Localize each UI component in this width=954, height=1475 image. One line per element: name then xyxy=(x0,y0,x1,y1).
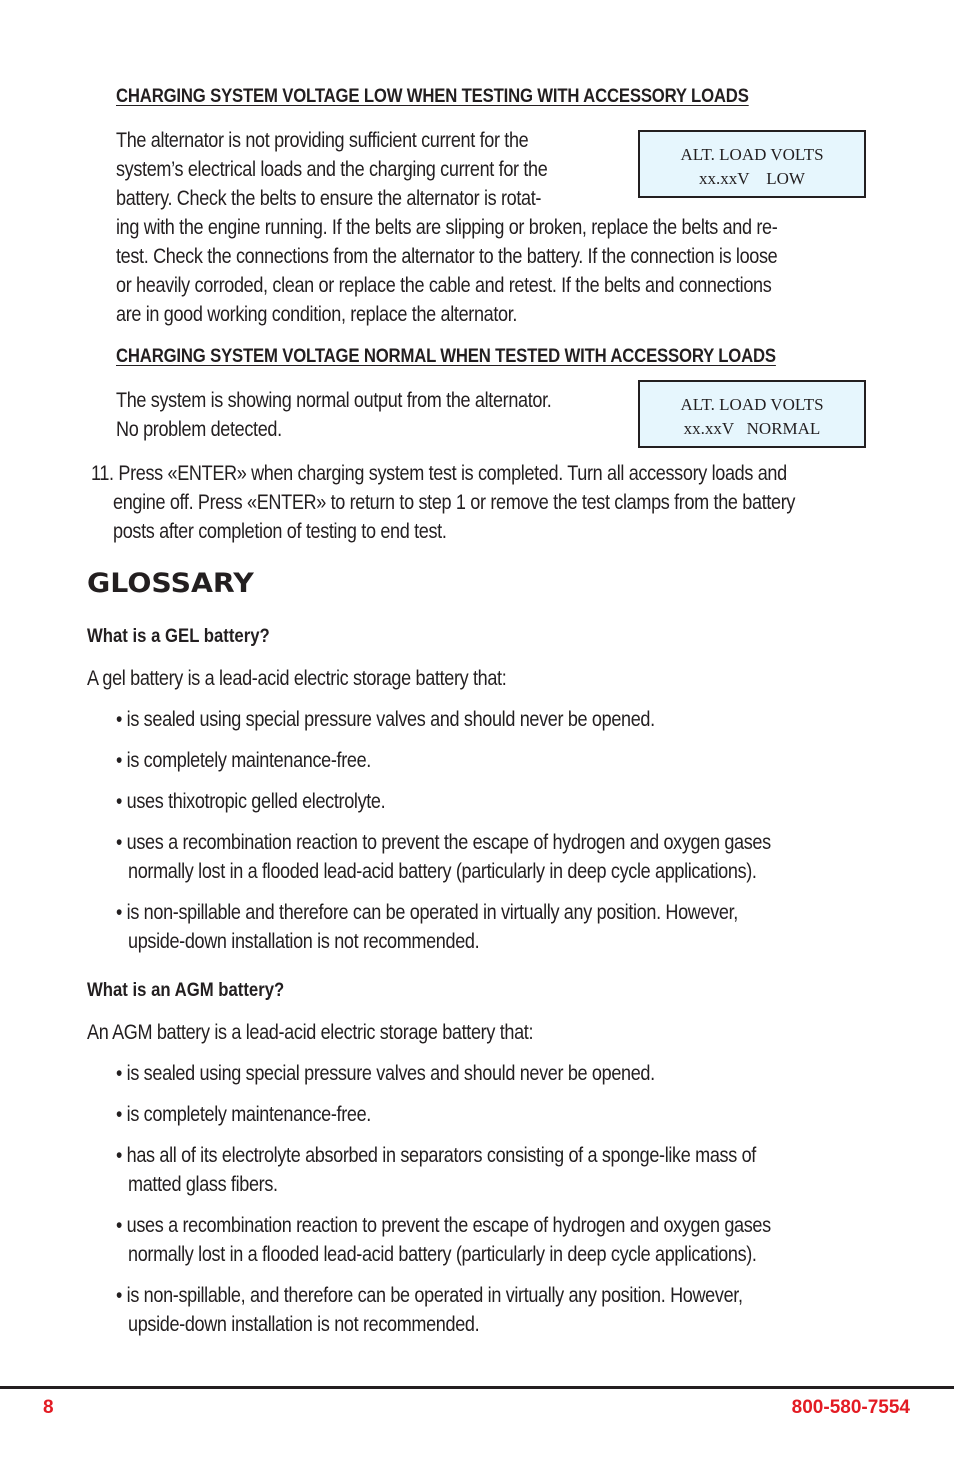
text-line: system’s electrical loads and the charging current for the xyxy=(116,158,548,181)
text-line: No problem detected. xyxy=(116,418,282,441)
section-heading-voltage-normal: CHARGING SYSTEM VOLTAGE NORMAL WHEN TESTED WITH ACCESSORY LOADS xyxy=(116,346,776,367)
intro-text: A gel battery is a lead-acid electric storage battery that: xyxy=(87,667,507,690)
step-11 xyxy=(91,459,867,546)
text-line: battery. Check the belts to ensure the alternator is rotat- xyxy=(116,187,542,210)
bullet-text: • is non-spillable, and therefore can be operated in virtually any position. However, xyxy=(116,1284,743,1307)
display-line-2: xx.xxV LOW xyxy=(699,169,805,188)
bullet-text: • is completely maintenance-free. xyxy=(116,1103,371,1126)
list-item xyxy=(116,746,867,775)
text-line: posts after completion of testing to end test. xyxy=(113,520,447,543)
bullet-text: upside-down installation is not recommended. xyxy=(128,930,480,953)
text-line: or heavily corroded, clean or replace the cable and retest. If the belts and connections xyxy=(116,274,772,297)
bullet-text: • is completely maintenance-free. xyxy=(116,749,371,772)
glossary-title: GLOSSARY xyxy=(87,568,254,599)
list-item xyxy=(116,828,867,886)
paragraph-voltage-normal xyxy=(116,386,867,444)
list-item xyxy=(116,1100,867,1129)
bullet-text: • uses a recombination reaction to prevent the escape of hydrogen and oxygen gases xyxy=(116,1214,771,1237)
intro-agm xyxy=(87,1018,606,1047)
text-line: are in good working condition, replace the alternator. xyxy=(116,303,518,326)
bullet-text: • is non-spillable and therefore can be operated in virtually any position. However, xyxy=(116,901,738,924)
bullet-text: normally lost in a flooded lead-acid battery (particularly in deep cycle applications). xyxy=(128,860,757,883)
question-agm: What is an AGM battery? xyxy=(87,980,285,1001)
paragraph-voltage-low xyxy=(116,126,867,329)
bullet-text: upside-down installation is not recommended. xyxy=(128,1313,480,1336)
text-line: ing with the engine running. If the belts are slipping or broken, replace the belts and re- xyxy=(116,216,778,239)
bullet-text: • uses thixotropic gelled electrolyte. xyxy=(116,790,386,813)
text-line: engine off. Press «ENTER» to return to step 1 or remove the test clamps from the battery xyxy=(113,491,796,514)
list-item xyxy=(116,1281,867,1339)
list-item xyxy=(116,1141,867,1199)
intro-text: An AGM battery is a lead-acid electric storage battery that: xyxy=(87,1021,534,1044)
text-line: 11. Press «ENTER» when charging system test is completed. Turn all accessory loads and xyxy=(91,462,787,485)
bullet-text: • has all of its electrolyte absorbed in separators consisting of a sponge-like mass of xyxy=(116,1144,756,1167)
list-item xyxy=(116,898,867,956)
page-number: 8 xyxy=(43,1397,54,1418)
list-item xyxy=(116,1059,867,1088)
intro-gel xyxy=(87,664,575,693)
bullet-text: normally lost in a flooded lead-acid battery (particularly in deep cycle applications). xyxy=(128,1243,757,1266)
bullet-text: • uses a recombination reaction to prevent the escape of hydrogen and oxygen gases xyxy=(116,831,771,854)
bullet-text: matted glass fibers. xyxy=(128,1173,278,1196)
bullet-text: • is sealed using special pressure valves and should never be opened. xyxy=(116,1062,655,1085)
bullet-text: • is sealed using special pressure valves and should never be opened. xyxy=(116,708,655,731)
text-line: The alternator is not providing sufficient current for the xyxy=(116,129,529,152)
list-item xyxy=(116,1211,867,1269)
list-item xyxy=(116,787,867,816)
list-item xyxy=(116,705,867,734)
display-line-1: ALT. LOAD VOLTS xyxy=(680,145,824,164)
display-line-2: xx.xxV NORMAL xyxy=(683,419,821,438)
text-line: test. Check the connections from the alternator to the battery. If the connection is loose xyxy=(116,245,778,268)
question-gel: What is a GEL battery? xyxy=(87,626,270,647)
footer-divider xyxy=(0,1386,954,1389)
display-line-1: ALT. LOAD VOLTS xyxy=(680,395,824,414)
text-line: The system is showing normal output from the alternator. xyxy=(116,389,552,412)
section-heading-voltage-low: CHARGING SYSTEM VOLTAGE LOW WHEN TESTING WITH ACCESSORY LOADS xyxy=(116,86,749,107)
footer-phone-number: 800-580-7554 xyxy=(791,1397,910,1418)
